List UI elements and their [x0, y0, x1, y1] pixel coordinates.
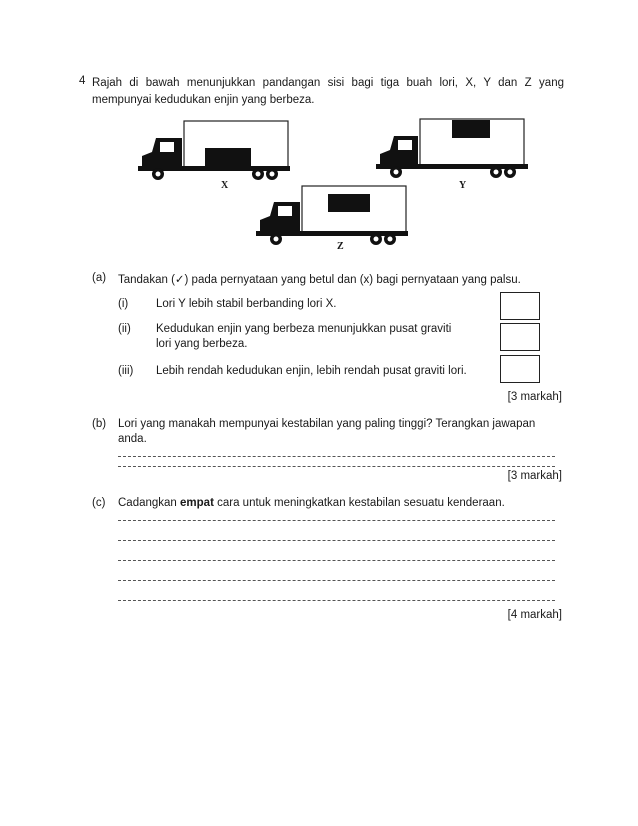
answer-line-c-2[interactable] — [118, 540, 555, 541]
item-iii-text: Lebih rendah kedudukan enjin, lebih rendah pusat graviti lori. — [156, 365, 467, 377]
question-text: Rajah di bawah menunjukkan pandangan sisi bagi tiga buah lori, X, Y dan Z yang mempunyai kedudukan enjin yang berbeza. — [92, 77, 564, 106]
part-b-marks: [3 markah] — [507, 470, 562, 482]
part-a-marks: [3 markah] — [507, 391, 562, 403]
part-c-text-before: Cadangkan — [118, 497, 181, 509]
item-iii-num: (iii) — [118, 365, 134, 377]
lorry-figure — [130, 112, 540, 258]
item-i-text: Lori Y lebih stabil berbanding lori X. — [156, 298, 337, 310]
part-c-text-bold: empat — [180, 497, 214, 509]
label-z: Z — [337, 241, 344, 252]
label-y: Y — [459, 180, 467, 191]
part-a-label: (a) — [92, 272, 107, 284]
answer-box-i[interactable] — [500, 292, 540, 320]
part-b-question-1: Lori yang manakah mempunyai kestabilan yang paling tinggi? Terangkan jawapan — [118, 418, 536, 430]
answer-line-c-3[interactable] — [118, 560, 555, 561]
item-ii-text-1: Kedudukan enjin yang berbeza menunjukkan pusat graviti — [156, 323, 452, 335]
answer-box-ii[interactable] — [500, 323, 540, 351]
answer-line-c-5[interactable] — [118, 600, 555, 601]
lorry-x — [138, 121, 290, 180]
answer-line-b-2[interactable] — [118, 466, 555, 467]
part-b-label: (b) — [92, 418, 107, 430]
part-c-question — [118, 497, 505, 509]
answer-box-iii[interactable] — [500, 355, 540, 383]
answer-line-c-1[interactable] — [118, 520, 555, 521]
item-ii-num: (ii) — [118, 323, 131, 335]
part-b-question-2: anda. — [118, 433, 147, 445]
item-ii-text-2: lori yang berbeza. — [156, 338, 248, 350]
part-a-instruction: Tandakan (✓) pada pernyataan yang betul dan (x) bagi pernyataan yang palsu. — [118, 274, 521, 286]
part-c-text-after: cara untuk meningkatkan kestabilan sesuatu kenderaan. — [213, 497, 505, 509]
lorry-z — [256, 186, 408, 245]
lorry-y — [376, 119, 528, 178]
part-c-marks: [4 markah] — [507, 609, 562, 621]
answer-line-c-4[interactable] — [118, 580, 555, 581]
question-number: 4 — [79, 75, 86, 87]
label-x: X — [221, 180, 229, 191]
answer-line-b-1[interactable] — [118, 456, 555, 457]
part-c-label: (c) — [92, 497, 106, 509]
item-i-num: (i) — [118, 298, 129, 310]
